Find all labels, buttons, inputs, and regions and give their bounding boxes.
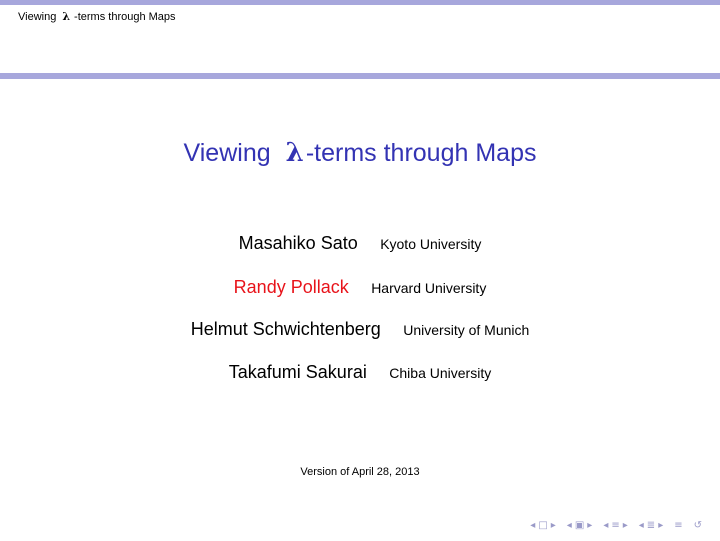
header-prefix: Viewing bbox=[18, 10, 57, 23]
author-name: Masahiko Sato bbox=[238, 233, 358, 253]
top-bar bbox=[0, 0, 720, 5]
nav-slide-prev-icon[interactable]: ◂ bbox=[530, 520, 536, 531]
title-lambda: λ bbox=[285, 138, 304, 168]
beamer-nav-bar bbox=[522, 520, 702, 532]
nav-section-prev-icon[interactable]: ◂ bbox=[638, 520, 644, 531]
author-4 bbox=[0, 362, 720, 383]
nav-section-group bbox=[639, 520, 663, 532]
author-affiliation: Harvard University bbox=[371, 280, 487, 296]
nav-frame-group bbox=[567, 520, 593, 532]
nav-slide-next-icon[interactable]: ▸ bbox=[550, 520, 556, 531]
version-date: Version of April 28, 2013 bbox=[300, 466, 420, 478]
nav-search-group bbox=[694, 520, 702, 532]
nav-subsection-icon[interactable]: ≡ bbox=[611, 520, 620, 531]
author-affiliation: University of Munich bbox=[403, 322, 530, 338]
author-2 bbox=[0, 277, 720, 298]
nav-frame-prev-icon[interactable]: ◂ bbox=[566, 520, 572, 531]
nav-frame-icon[interactable]: ▣ bbox=[574, 520, 585, 531]
nav-subsection-next-icon[interactable]: ▸ bbox=[622, 520, 628, 531]
author-3 bbox=[0, 319, 720, 340]
author-1 bbox=[0, 233, 720, 254]
author-affiliation: Kyoto University bbox=[380, 236, 482, 252]
nav-align-group bbox=[674, 520, 682, 532]
title-prefix: Viewing bbox=[183, 139, 271, 167]
author-affiliation: Chiba University bbox=[389, 365, 492, 381]
header-lambda: λ bbox=[62, 10, 71, 23]
nav-subsection-group bbox=[603, 520, 627, 532]
nav-section-icon[interactable]: ≣ bbox=[646, 520, 656, 531]
nav-frame-next-icon[interactable]: ▸ bbox=[587, 520, 593, 531]
nav-subsection-prev-icon[interactable]: ◂ bbox=[603, 520, 609, 531]
nav-slide-icon[interactable]: □ bbox=[538, 520, 548, 531]
author-name: Helmut Schwichtenberg bbox=[190, 319, 381, 339]
slide-title bbox=[0, 138, 720, 168]
nav-slide-group bbox=[530, 520, 556, 532]
title-suffix: -terms through Maps bbox=[305, 139, 537, 167]
header-title bbox=[18, 10, 176, 23]
nav-section-next-icon[interactable]: ▸ bbox=[658, 520, 664, 531]
header-divider bbox=[0, 73, 720, 79]
nav-search-icon[interactable]: ↺ bbox=[693, 520, 702, 531]
author-name: Randy Pollack bbox=[233, 277, 349, 297]
nav-align-icon[interactable]: ≡ bbox=[674, 520, 683, 531]
header-suffix: -terms through Maps bbox=[74, 10, 176, 23]
author-name: Takafumi Sakurai bbox=[228, 362, 367, 382]
